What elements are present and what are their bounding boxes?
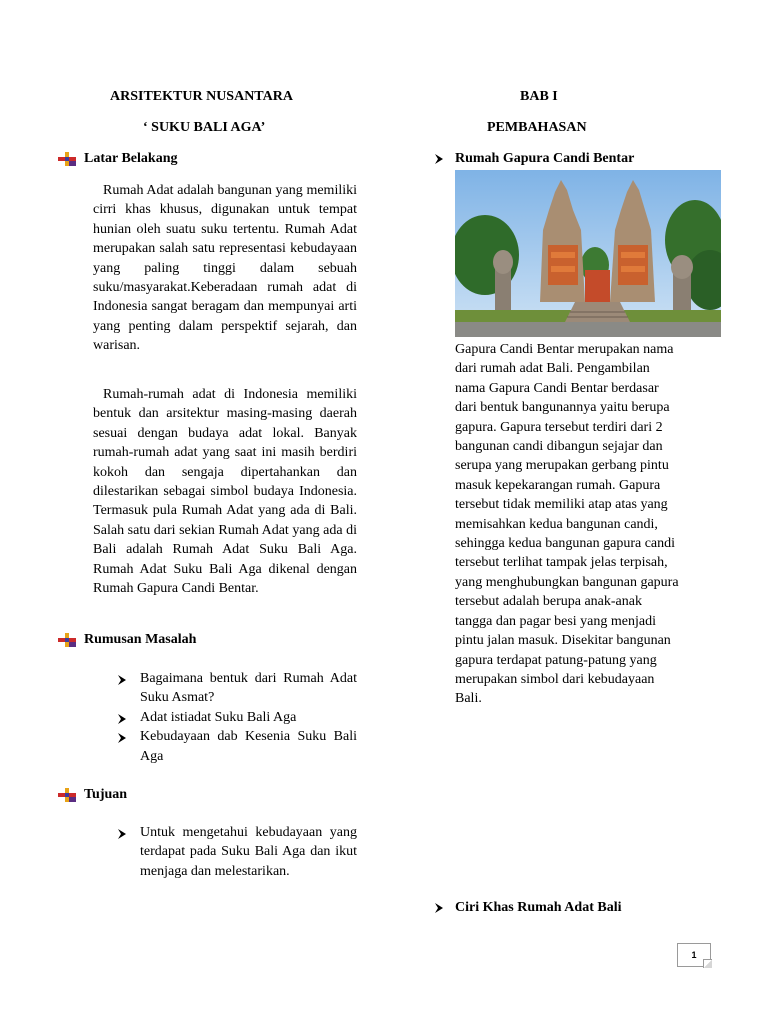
list-item-text: Kebudayaan dab Kesenia Suku Bali Aga xyxy=(140,729,357,764)
list-item-text: Untuk mengetahui kebudayaan yang terdapat pada Suku Bali Aga dan ikut menjaga dan melestarikan. xyxy=(140,825,357,879)
heading-tujuan-label: Tujuan xyxy=(84,787,128,802)
right-title-pembahasan: PEMBAHASAN xyxy=(487,120,587,135)
heading-latar-belakang-label: Latar Belakang xyxy=(84,151,178,166)
heading-rumusan-masalah xyxy=(58,632,196,648)
colored-cross-bullet-icon xyxy=(58,633,76,647)
left-title-arsitektur: ARSITEKTUR NUSANTARA xyxy=(110,89,293,104)
colored-cross-bullet-icon xyxy=(58,152,76,166)
heading-tujuan xyxy=(58,787,127,803)
page-number: 1 xyxy=(677,943,711,967)
arrowhead-bullet-icon xyxy=(116,673,128,685)
arrowhead-bullet-icon xyxy=(116,731,128,743)
heading-latar-belakang xyxy=(58,151,177,167)
heading-rumah-gapura xyxy=(433,151,634,167)
gapura-candi-bentar-photo xyxy=(455,170,721,337)
arrowhead-bullet-icon xyxy=(116,712,128,724)
latar-paragraph-2-text: Rumah-rumah adat di Indonesia memiliki bentuk dan arsitektur masing-masing daerah sesuai dengan budaya adat lokal. Banyak rumah-rumah adat yang saat ini masih berdiri kokoh dan sengaja dipertahankan dan dilestarikan sebagai simbol budaya Indonesia. Termasuk pula Rumah Adat yang ada di Bali. Salah satu dari sekian Rumah Adat yang ada di Bali adalah Rumah Adat Suku Bali Aga. Rumah Adat Suku Bali Aga dikenal dengan Rumah Gapura Candi Bentar. xyxy=(93,387,357,597)
list-item xyxy=(116,823,357,881)
arrowhead-bullet-icon xyxy=(433,153,445,165)
tujuan-list xyxy=(116,823,357,881)
heading-ciri-khas xyxy=(433,900,621,916)
latar-paragraph-1-text: Rumah Adat adalah bangunan yang memiliki cirri khas khusus, digunakan untuk tempat hunian oleh suatu suku tertentu. Rumah Adat merupakan salah satu representasi kebudayaan yang paling tinggi dalam sebuah suku/masyarakat.Keberadaan rumah adat di Indonesia sangat beragam dan mempunyai arti yang penting dalam perspektif sejarah, dan warisan. xyxy=(93,183,357,354)
page-corner-fold xyxy=(703,959,712,968)
heading-rumusan-masalah-label: Rumusan Masalah xyxy=(84,632,197,647)
list-item-text: Adat istiadat Suku Bali Aga xyxy=(140,709,297,725)
list-item xyxy=(116,708,357,727)
list-item xyxy=(116,727,357,766)
heading-ciri-khas-label: Ciri Khas Rumah Adat Bali xyxy=(455,900,622,915)
arrowhead-bullet-icon xyxy=(433,902,445,914)
left-title-suku: ‘ SUKU BALI AGA’ xyxy=(143,120,266,135)
latar-paragraph-1 xyxy=(93,181,357,356)
heading-rumah-gapura-label: Rumah Gapura Candi Bentar xyxy=(455,151,635,166)
gapura-description: Gapura Candi Bentar merupakan nama dari rumah adat Bali. Pengambilan nama Gapura Candi Bentar berdasar dari bentuk bangunannya yaitu berupa gapura. Gapura tersebut terdiri dari 2 bangunan candi dibangun sejajar dan serupa yang merupakan gerbang pintu masuk kepekarangan rumah. Gapura tersebut tidak memiliki atap atas yang memisahkan kedua bangunan candi, sehingga kedua bangunan gapura candi tersebut terlihat tampak jelas terpisah, yang menghubungkan bangunan gapura tersebut adalah berupa anak-anak tangga dan pagar besi yang menjadi pintu jalan masuk. Disekitar bangunan gapura terdapat patung-patung yang merupakan simbol dari kebudayaan Bali. xyxy=(455,342,679,707)
list-item-text: Bagaimana bentuk dari Rumah Adat Suku Asmat? xyxy=(140,671,357,706)
arrowhead-bullet-icon xyxy=(116,827,128,839)
colored-cross-bullet-icon xyxy=(58,788,76,802)
latar-paragraph-2 xyxy=(93,385,357,598)
rumusan-list xyxy=(116,669,357,766)
list-item xyxy=(116,669,357,708)
right-title-bab: BAB I xyxy=(520,89,558,104)
